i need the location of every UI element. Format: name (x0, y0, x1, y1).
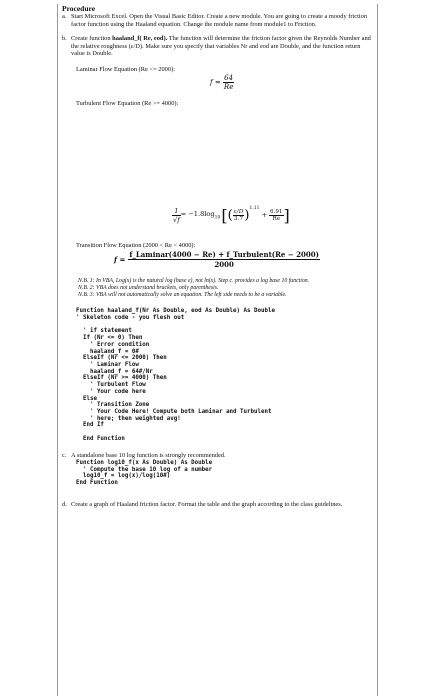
code-line: ' here; then weighted avg! (76, 415, 181, 422)
code-line: Function haaland_f(Nr As Double, eod As Double) As Double (76, 308, 275, 315)
turbulent-lhs-num: 1 (172, 207, 181, 216)
step-d (62, 501, 374, 509)
log10-code-block (62, 460, 374, 487)
step-b (62, 35, 374, 58)
step-c-text: A standalone base 10 log function is strongly recommended. (71, 452, 226, 460)
code-line: End Function (76, 480, 118, 487)
step-d-label: d. (62, 500, 67, 508)
turbulent-log: = −1.8log (180, 210, 215, 219)
step-b-text-post: The function will determine the friction factor given the Reynolds Number and the relative roughness (ε/D). Make sure you specify that variables Nr and eod are Double, and the function return value is Double. (71, 35, 371, 58)
code-line: ' Skeleton code - you flesh out (76, 315, 185, 322)
code-line: ' if statement (76, 328, 132, 335)
transition-denominator: 2000 (214, 259, 234, 269)
notes (62, 278, 374, 298)
step-a-text: Start Microsoft Excel. Open the Visual Basic Editor. Create a new module. You are going to create a moody friction factor function using the Haaland equation. Change the module name from module1 to Friction. (71, 13, 368, 28)
code-line: haaland_f = 64#/Nr (76, 368, 153, 375)
turbulent-eps: ε (233, 208, 237, 215)
step-b-text (71, 35, 374, 58)
code-line: Function log10_f(x As Double) As Double (76, 460, 213, 467)
turbulent-d: D (238, 208, 244, 215)
turbulent-label: Turbulent Flow Equation (Re >= 4000): (76, 99, 179, 107)
turbulent-691: 6.91 (270, 208, 283, 215)
laminar-fraction (223, 74, 234, 91)
turbulent-re: Re (272, 215, 281, 222)
code-line: ElseIf (Nr <= 2000) Then (76, 355, 167, 362)
laminar-denominator: Re (223, 82, 234, 91)
code-line: log10_f = log(x)/log(10#) (76, 473, 171, 480)
code-line: ' Transition Zone (76, 402, 150, 409)
code-line: If (Nr <= 0) Then (76, 335, 143, 342)
turbulent-re-fraction (269, 209, 283, 222)
transition-numerator: f_Laminar(4000 − Re) + f_Turbulent(Re − 2000) (129, 249, 319, 259)
haaland-code-block (62, 308, 374, 442)
step-a (62, 13, 374, 28)
code-line (76, 429, 374, 436)
transition-fraction (128, 250, 320, 269)
turbulent-exponent: 1.11 (249, 205, 260, 211)
laminar-lhs: f = (210, 78, 221, 87)
function-signature: haaland_f( Re, eod). (112, 35, 168, 43)
laminar-numerator: 64 (224, 73, 234, 82)
turbulent-log-base: 10 (214, 215, 221, 221)
document-content (62, 4, 374, 508)
turbulent-eps-over-d: ε/D (233, 208, 244, 215)
page-border-right (377, 4, 378, 696)
turbulent-mid (181, 210, 221, 220)
code-line: Else (76, 395, 97, 402)
code-line: ElseIf (Nr >= 4000) Then (76, 375, 167, 382)
step-c-label: c. (62, 452, 67, 460)
code-line: End Function (76, 435, 125, 442)
code-line: End If (76, 422, 104, 429)
transition-label: Transition Flow Equation (2000 < Re < 4000): (76, 241, 196, 249)
step-c (62, 452, 374, 460)
turbulent-plus: + (261, 211, 268, 220)
procedure-heading: Procedure (62, 4, 96, 13)
turbulent-eps-fraction (233, 209, 245, 222)
step-b-label: b. (62, 35, 67, 43)
code-line: ' Error condition (76, 341, 150, 348)
code-line: haaland_f = 0# (76, 348, 139, 355)
turbulent-3-7: 3.7 (233, 215, 244, 222)
page-border-left (57, 4, 58, 696)
step-a-label: a. (62, 13, 67, 20)
note-2: N.B. 2: VBA does not understand brackets, only parenthesis. (78, 284, 219, 291)
note-1: N.B. 1: In VBA, Log(x) is the natural log (base e), not ln(x). Step c. provides a log base 10 function. (78, 277, 310, 284)
laminar-label: Laminar Flow Equation (Re <= 2000): (76, 65, 175, 73)
code-line: ' Your Code Here! Compute both Laminar and Turbulent (76, 408, 272, 415)
turbulent-equation: $\frac{1}{√f}$ = $-1.8\log_{10}$ [ ( $\frac{\varepsilon/D}{3.7}$ ) $^{1.11}$ + $\frac{6.91}{Re}$ ] (173, 205, 290, 225)
laminar-equation (62, 74, 374, 94)
turbulent-lhs (172, 207, 181, 224)
transition-equation (62, 250, 374, 272)
step-d-text: Create a graph of Haaland friction factor. Format the table and the graph according to the class guidelines. (71, 500, 343, 508)
code-line: ' Your code here (76, 388, 146, 395)
code-line: ' Turbulent Flow (76, 382, 146, 389)
code-line: ' Laminar Flow (76, 361, 139, 368)
code-line (76, 322, 374, 329)
code-line: ' Compute the base 10 log of a number (76, 466, 213, 473)
step-b-text-pre: Create function (71, 35, 113, 43)
transition-lhs: f = (114, 254, 126, 264)
note-3: N.B. 3: VBA will not automatically solve an equation. The left side needs to be a variable. (78, 291, 287, 298)
turbulent-lhs-den: √f (173, 215, 180, 224)
